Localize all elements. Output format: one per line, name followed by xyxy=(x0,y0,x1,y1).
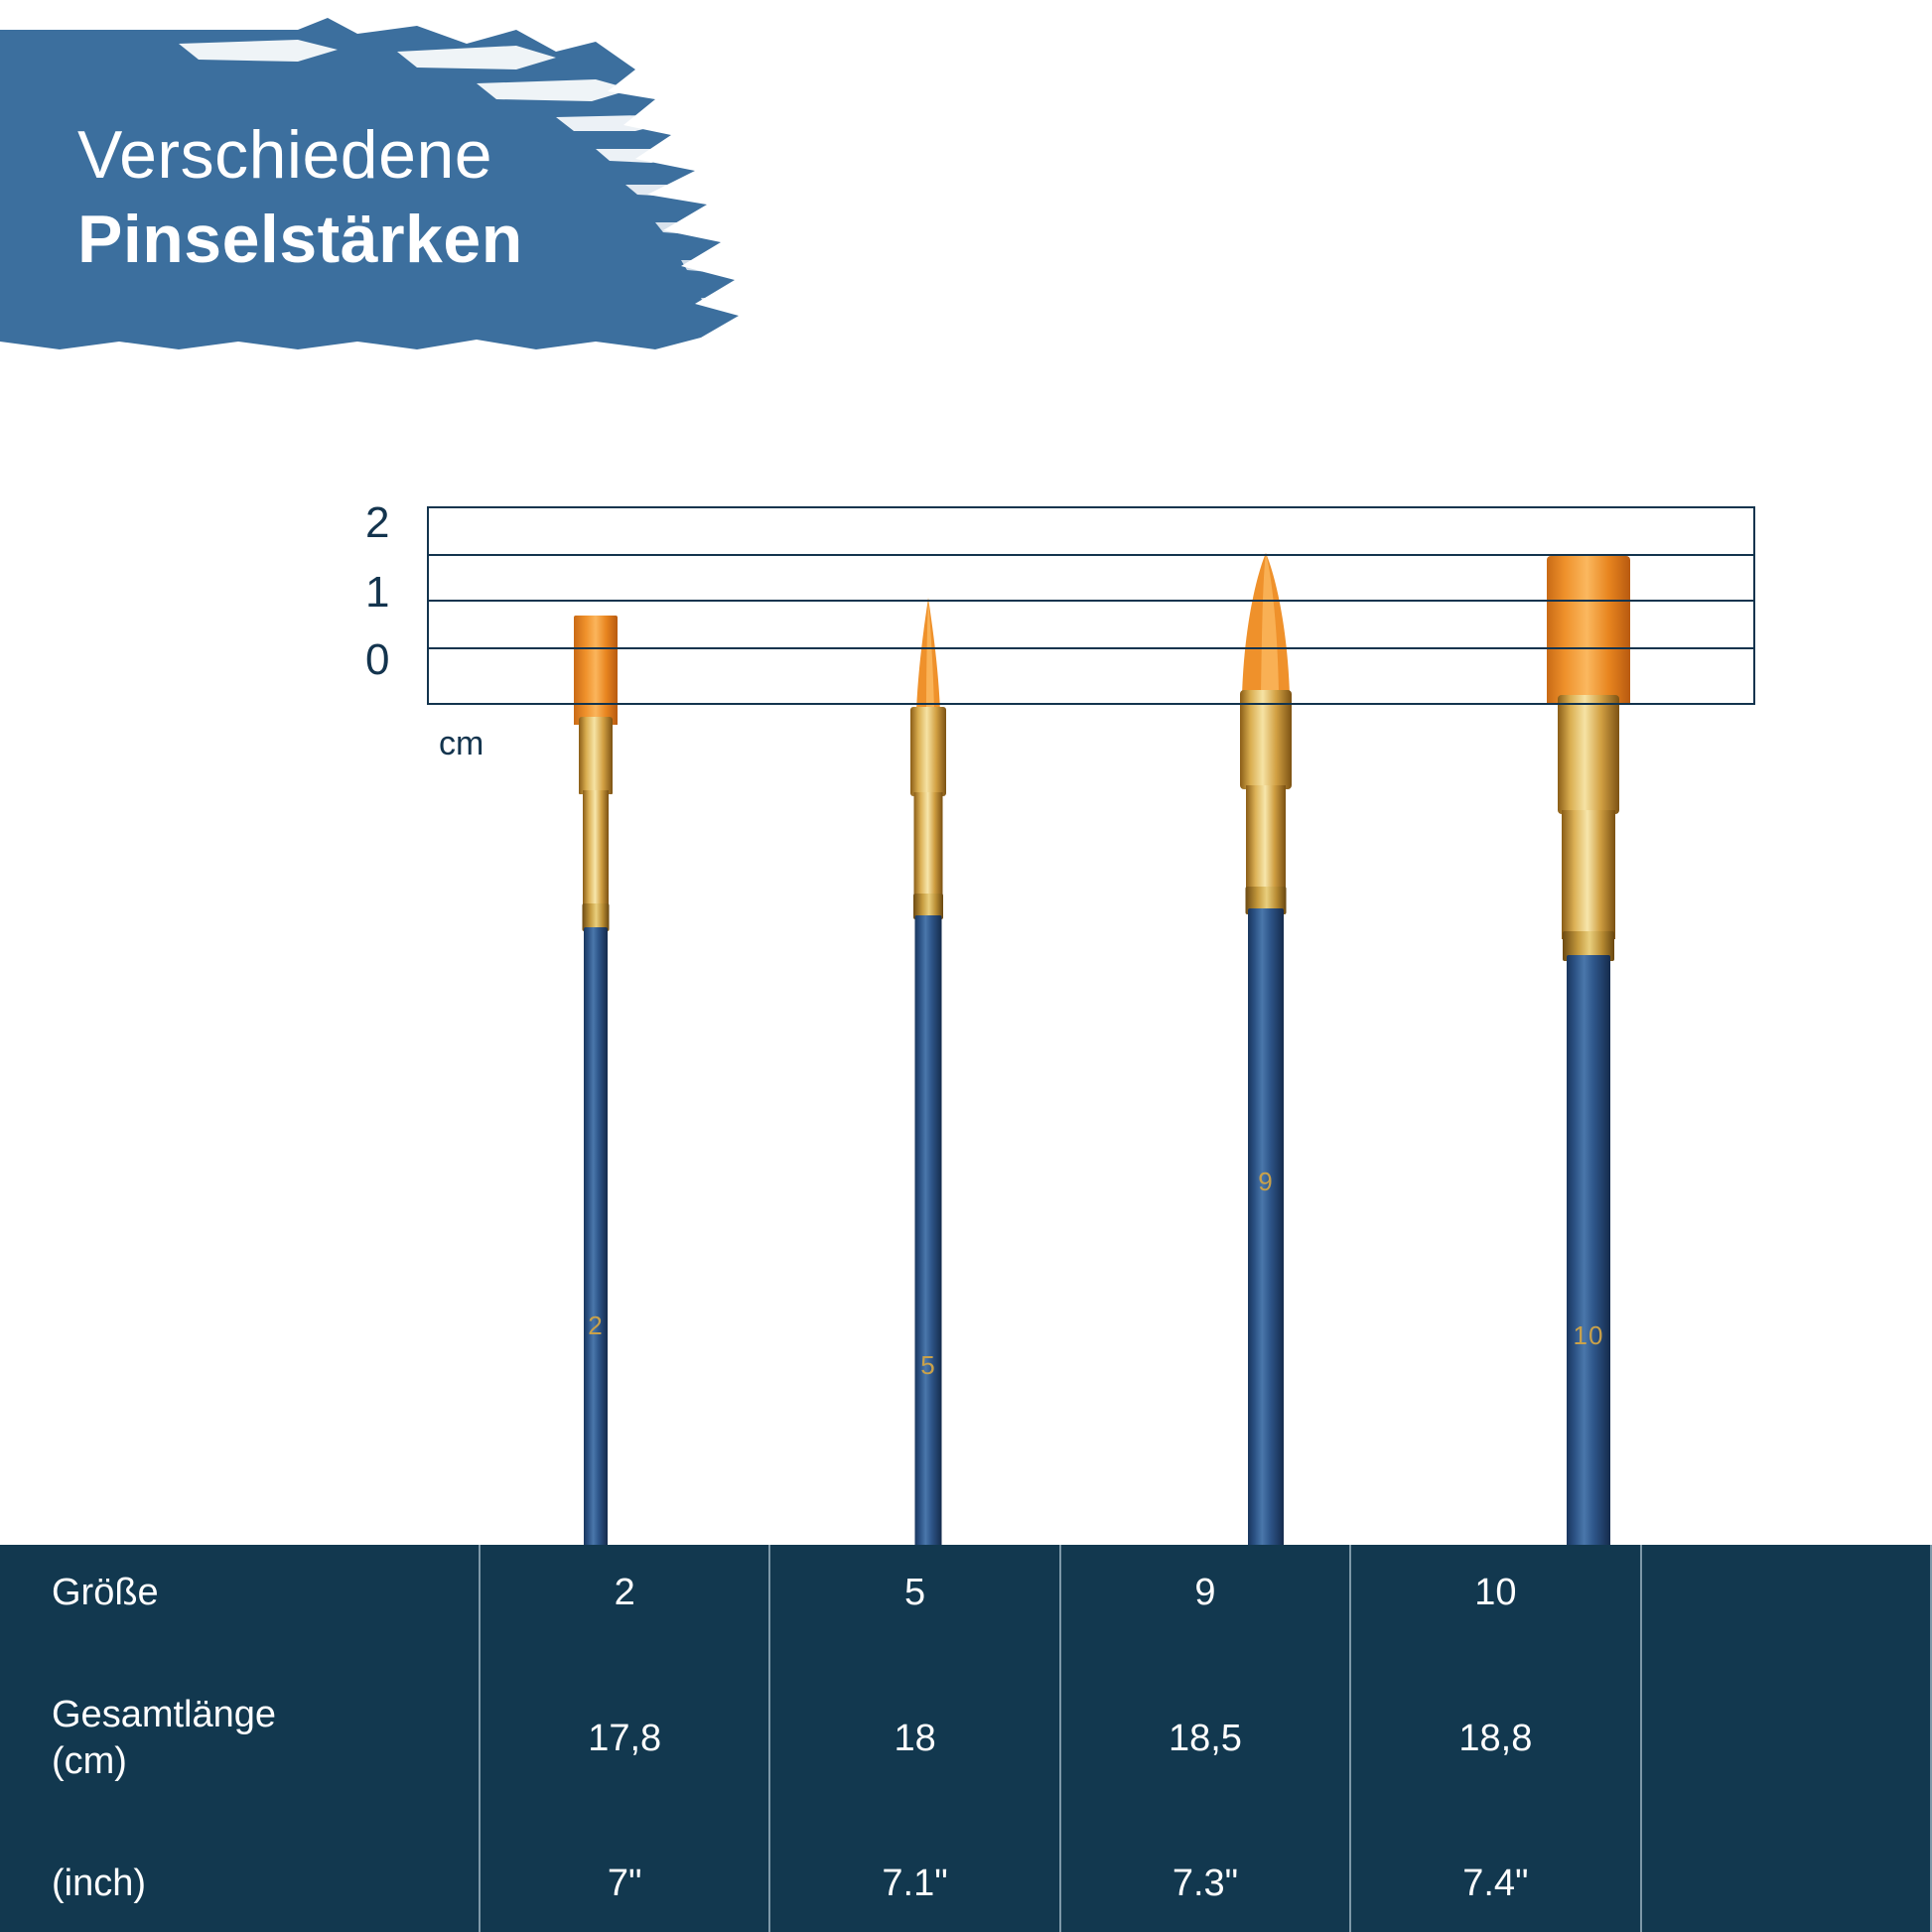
cell-size-2: 5 xyxy=(769,1545,1059,1642)
spec-table xyxy=(0,1545,1932,1932)
cell-inch-spacer xyxy=(1641,1836,1931,1932)
brush-ferrule-lower-10 xyxy=(1562,810,1615,939)
scale-gridline-1 xyxy=(429,554,1753,556)
row-label-length-cm xyxy=(0,1642,480,1836)
scale-gridline-3 xyxy=(429,647,1753,649)
brush-ferrule-lower-5 xyxy=(914,792,943,901)
brush-ferrule-lower-2 xyxy=(583,790,609,909)
banner-title-group xyxy=(77,119,523,277)
table-row-length-inch xyxy=(0,1836,1931,1932)
brush-size-number-2: 2 xyxy=(588,1311,604,1340)
scale-unit-label: cm xyxy=(439,725,484,762)
brush-ferrule-2 xyxy=(579,717,613,794)
cell-length-3: 18,5 xyxy=(1060,1642,1350,1836)
cell-length-1: 17,8 xyxy=(480,1642,769,1836)
cell-size-1: 2 xyxy=(480,1545,769,1642)
cm-scale xyxy=(365,498,1755,762)
table-row-length-cm xyxy=(0,1642,1931,1836)
header-banner xyxy=(0,0,774,343)
cell-inch-3: 7.3" xyxy=(1060,1836,1350,1932)
cell-size-3: 9 xyxy=(1060,1545,1350,1642)
row-label-size: Größe xyxy=(52,1572,159,1613)
scale-tick-2: 2 xyxy=(365,498,390,547)
cell-size-spacer xyxy=(1641,1545,1931,1642)
cell-inch-2: 7.1" xyxy=(769,1836,1059,1932)
row-label-length-line1: Gesamtlänge xyxy=(52,1693,277,1735)
brush-size-number-5: 5 xyxy=(920,1350,936,1380)
cell-length-spacer xyxy=(1641,1642,1931,1836)
banner-title-line2: Pinselstärken xyxy=(77,202,523,278)
scale-tick-1: 1 xyxy=(365,568,390,617)
scale-tick-0: 0 xyxy=(365,635,390,684)
cell-length-2: 18 xyxy=(769,1642,1059,1836)
brush-handle-9 xyxy=(1248,908,1284,1549)
brush-handle-2 xyxy=(584,927,608,1549)
scale-box xyxy=(427,506,1755,705)
table-row-size xyxy=(0,1545,1931,1642)
scale-gridline-2 xyxy=(429,600,1753,602)
brush-handle-10 xyxy=(1567,955,1610,1549)
brush-handle-5 xyxy=(915,915,942,1549)
cell-length-4: 18,8 xyxy=(1350,1642,1640,1836)
cell-size-4: 10 xyxy=(1350,1545,1640,1642)
brush-ferrule-5 xyxy=(910,707,946,796)
brush-ferrule-lower-9 xyxy=(1246,785,1286,895)
cell-inch-4: 7.4" xyxy=(1350,1836,1640,1932)
row-label-length-inch: (inch) xyxy=(52,1862,147,1904)
cell-inch-1: 7" xyxy=(480,1836,769,1932)
brush-size-number-10: 10 xyxy=(1573,1320,1604,1350)
brush-item-2 xyxy=(536,616,655,1549)
brush-size-number-9: 9 xyxy=(1258,1167,1274,1196)
banner-title-line1: Verschiedene xyxy=(77,117,493,193)
brush-item-5 xyxy=(869,596,988,1549)
row-label-length-line2: (cm) xyxy=(52,1740,127,1782)
